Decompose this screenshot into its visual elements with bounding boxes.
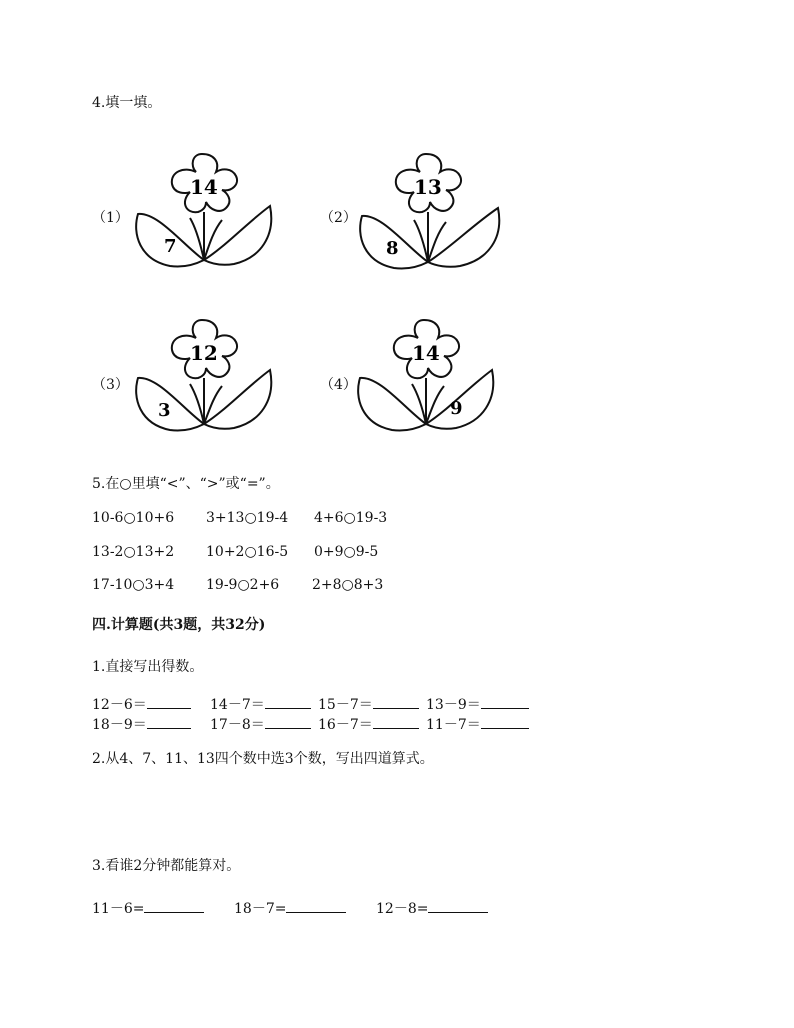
calc-item [234,898,346,918]
flower-top-number-1: 14 [190,175,218,199]
q5-row-2 [92,544,492,562]
calc-q1-title: 1.直接写出得数。 [92,659,204,675]
answer-blank[interactable] [481,714,529,729]
flower-figure-2 [352,150,512,276]
q5-item: 4+6○19-3 [314,510,388,526]
calc-item [318,714,419,734]
q5-item: 19-9○2+6 [206,577,280,593]
answer-blank[interactable] [428,898,488,913]
flower-leaf-number-1: 7 [164,236,177,257]
answer-blank[interactable] [286,898,346,913]
calc-expression: 12－8= [376,901,429,917]
q5-row-3 [92,577,492,595]
answer-blank[interactable] [265,714,311,729]
answer-blank[interactable] [147,694,191,709]
answer-blank[interactable] [373,694,419,709]
calc-expression: 11－7＝ [426,717,481,733]
calc-expression: 18－7= [234,901,287,917]
calc-item [426,714,529,734]
calc-expression: 15－7＝ [318,697,373,713]
q5-item: 2+8○8+3 [312,577,384,593]
calc-expression: 13－9＝ [426,697,481,713]
calc-q2-title: 2.从4、7、11、13四个数中选3个数，写出四道算式。 [92,751,434,767]
calc-row-1 [92,694,532,712]
calc-expression: 11－6= [92,901,145,917]
q5-item: 10-6○10+6 [92,510,175,526]
q5-item: 17-10○3+4 [92,577,175,593]
flower-top-number-4: 14 [412,341,440,365]
calc-expression: 12－6＝ [92,697,147,713]
section-title: 四.计算题(共3题，共32分) [92,617,266,633]
q5-title: 5.在○里填“<”、“>”或“=”。 [92,476,280,492]
flower-label-3: （3） [92,377,129,393]
calc-row-2 [92,714,532,732]
flower-top-number-2: 13 [414,175,442,199]
calc-item [92,714,191,734]
calc-item [210,694,311,714]
q5-item: 0+9○9-5 [314,544,379,560]
calc-expression: 14－7＝ [210,697,265,713]
flower-figure-4 [352,316,502,440]
flower-label-1: （1） [92,210,129,226]
calc-expression: 16－7＝ [318,717,373,733]
calc-item [210,714,311,734]
calc-item [92,898,204,918]
flower-leaf-number-2: 8 [386,238,399,259]
answer-blank[interactable] [144,898,204,913]
calc-q3-title: 3.看谁2分钟都能算对。 [92,858,241,874]
flower-leaf-number-4: 9 [450,398,463,419]
answer-blank[interactable] [481,694,529,709]
q5-item: 3+13○19-4 [206,510,289,526]
answer-blank[interactable] [373,714,419,729]
answer-blank[interactable] [147,714,191,729]
calc-expression: 18－9＝ [92,717,147,733]
calc-expression: 17－8＝ [210,717,265,733]
calc-item [426,694,529,714]
flower-figure-1 [130,150,282,276]
q4-title: 4.填一填。 [92,95,162,111]
calc-item [92,694,191,714]
flower-label-2: （2） [320,210,357,226]
flower-leaf-number-3: 3 [158,400,171,421]
q5-row-1 [92,510,492,528]
q5-item: 10+2○16-5 [206,544,289,560]
calc-q3-row [92,898,512,916]
calc-item [376,898,488,918]
q5-item: 13-2○13+2 [92,544,175,560]
flower-top-number-3: 12 [190,341,218,365]
calc-item [318,694,419,714]
flower-label-4: （4） [320,377,357,393]
answer-blank[interactable] [265,694,311,709]
flower-figure-3 [130,316,282,440]
